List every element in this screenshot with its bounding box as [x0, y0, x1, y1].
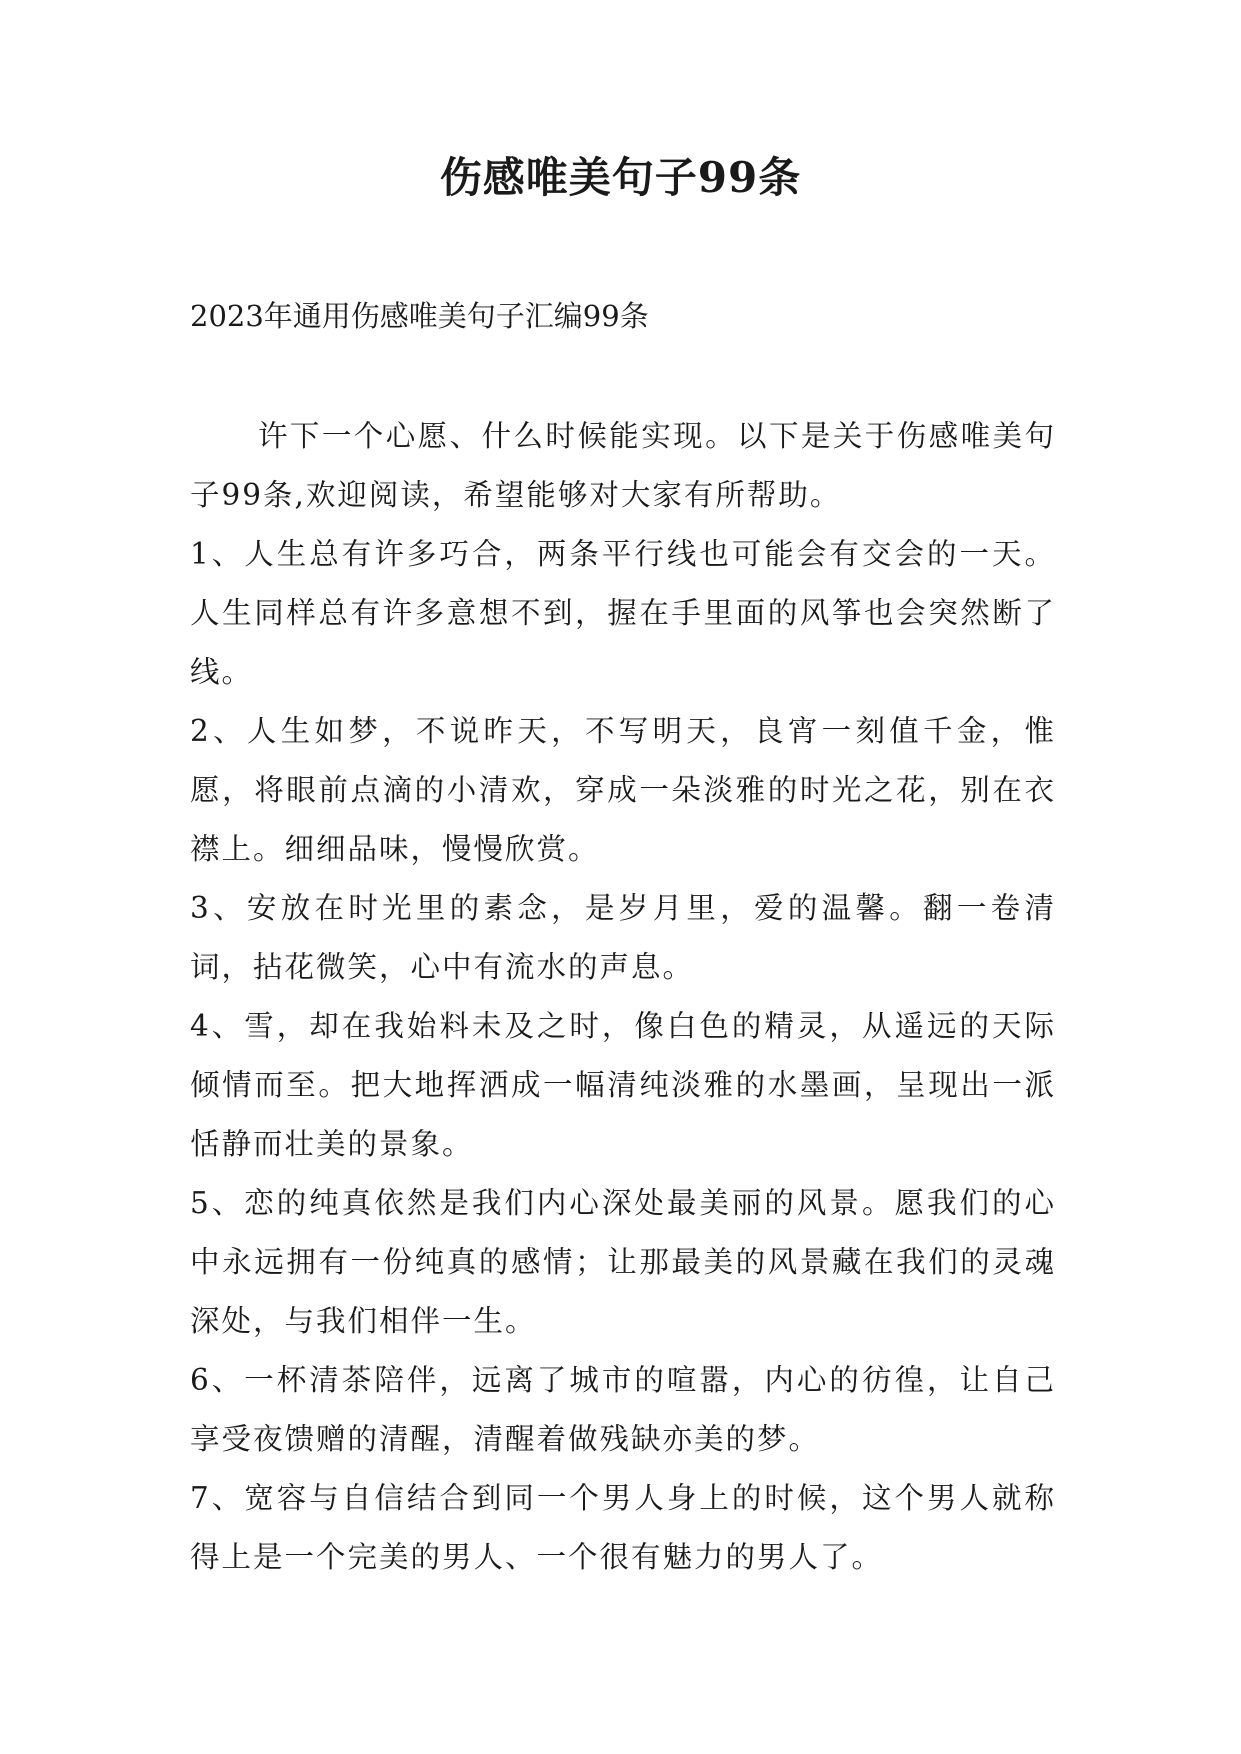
list-item: 7、宽容与自信结合到同一个男人身上的时候，这个男人就称得上是一个完美的男人、一个很有魅力的男人了。 — [190, 1481, 1056, 1574]
intro-paragraph: 许下一个心愿、什么时候能实现。以下是关于伤感唯美句子99条,欢迎阅读，希望能够对大家有所帮助。 — [190, 419, 1056, 512]
list-item: 6、一杯清茶陪伴，远离了城市的喧嚣，内心的彷徨，让自己享受夜馈赠的清醒，清醒着做残缺亦美的梦。 — [190, 1363, 1056, 1456]
list-item: 2、人生如梦，不说昨天，不写明天，良宵一刻值千金，惟愿，将眼前点滴的小清欢，穿成一朵淡雅的时光之花，别在衣襟上。细细品味，慢慢欣赏。 — [190, 714, 1056, 866]
document-subtitle: 2023年通用伤感唯美句子汇编99条 — [190, 299, 649, 333]
list-item: 3、安放在时光里的素念，是岁月里，爱的温馨。翻一卷清词，拈花微笑，心中有流水的声息。 — [190, 891, 1056, 984]
list-item: 4、雪，却在我始料未及之时，像白色的精灵，从遥远的天际倾情而至。把大地挥洒成一幅清纯淡雅的水墨画，呈现出一派恬静而壮美的景象。 — [190, 1009, 1056, 1161]
list-item: 5、恋的纯真依然是我们内心深处最美丽的风景。愿我们的心中永远拥有一份纯真的感情；让那最美的风景藏在我们的灵魂深处，与我们相伴一生。 — [190, 1186, 1056, 1338]
list-item: 1、人生总有许多巧合，两条平行线也可能会有交会的一天。人生同样总有许多意想不到，握在手里面的风筝也会突然断了线。 — [190, 537, 1056, 689]
document-body — [190, 407, 1056, 1587]
document-title: 伤感唯美句子99条 — [439, 153, 802, 202]
